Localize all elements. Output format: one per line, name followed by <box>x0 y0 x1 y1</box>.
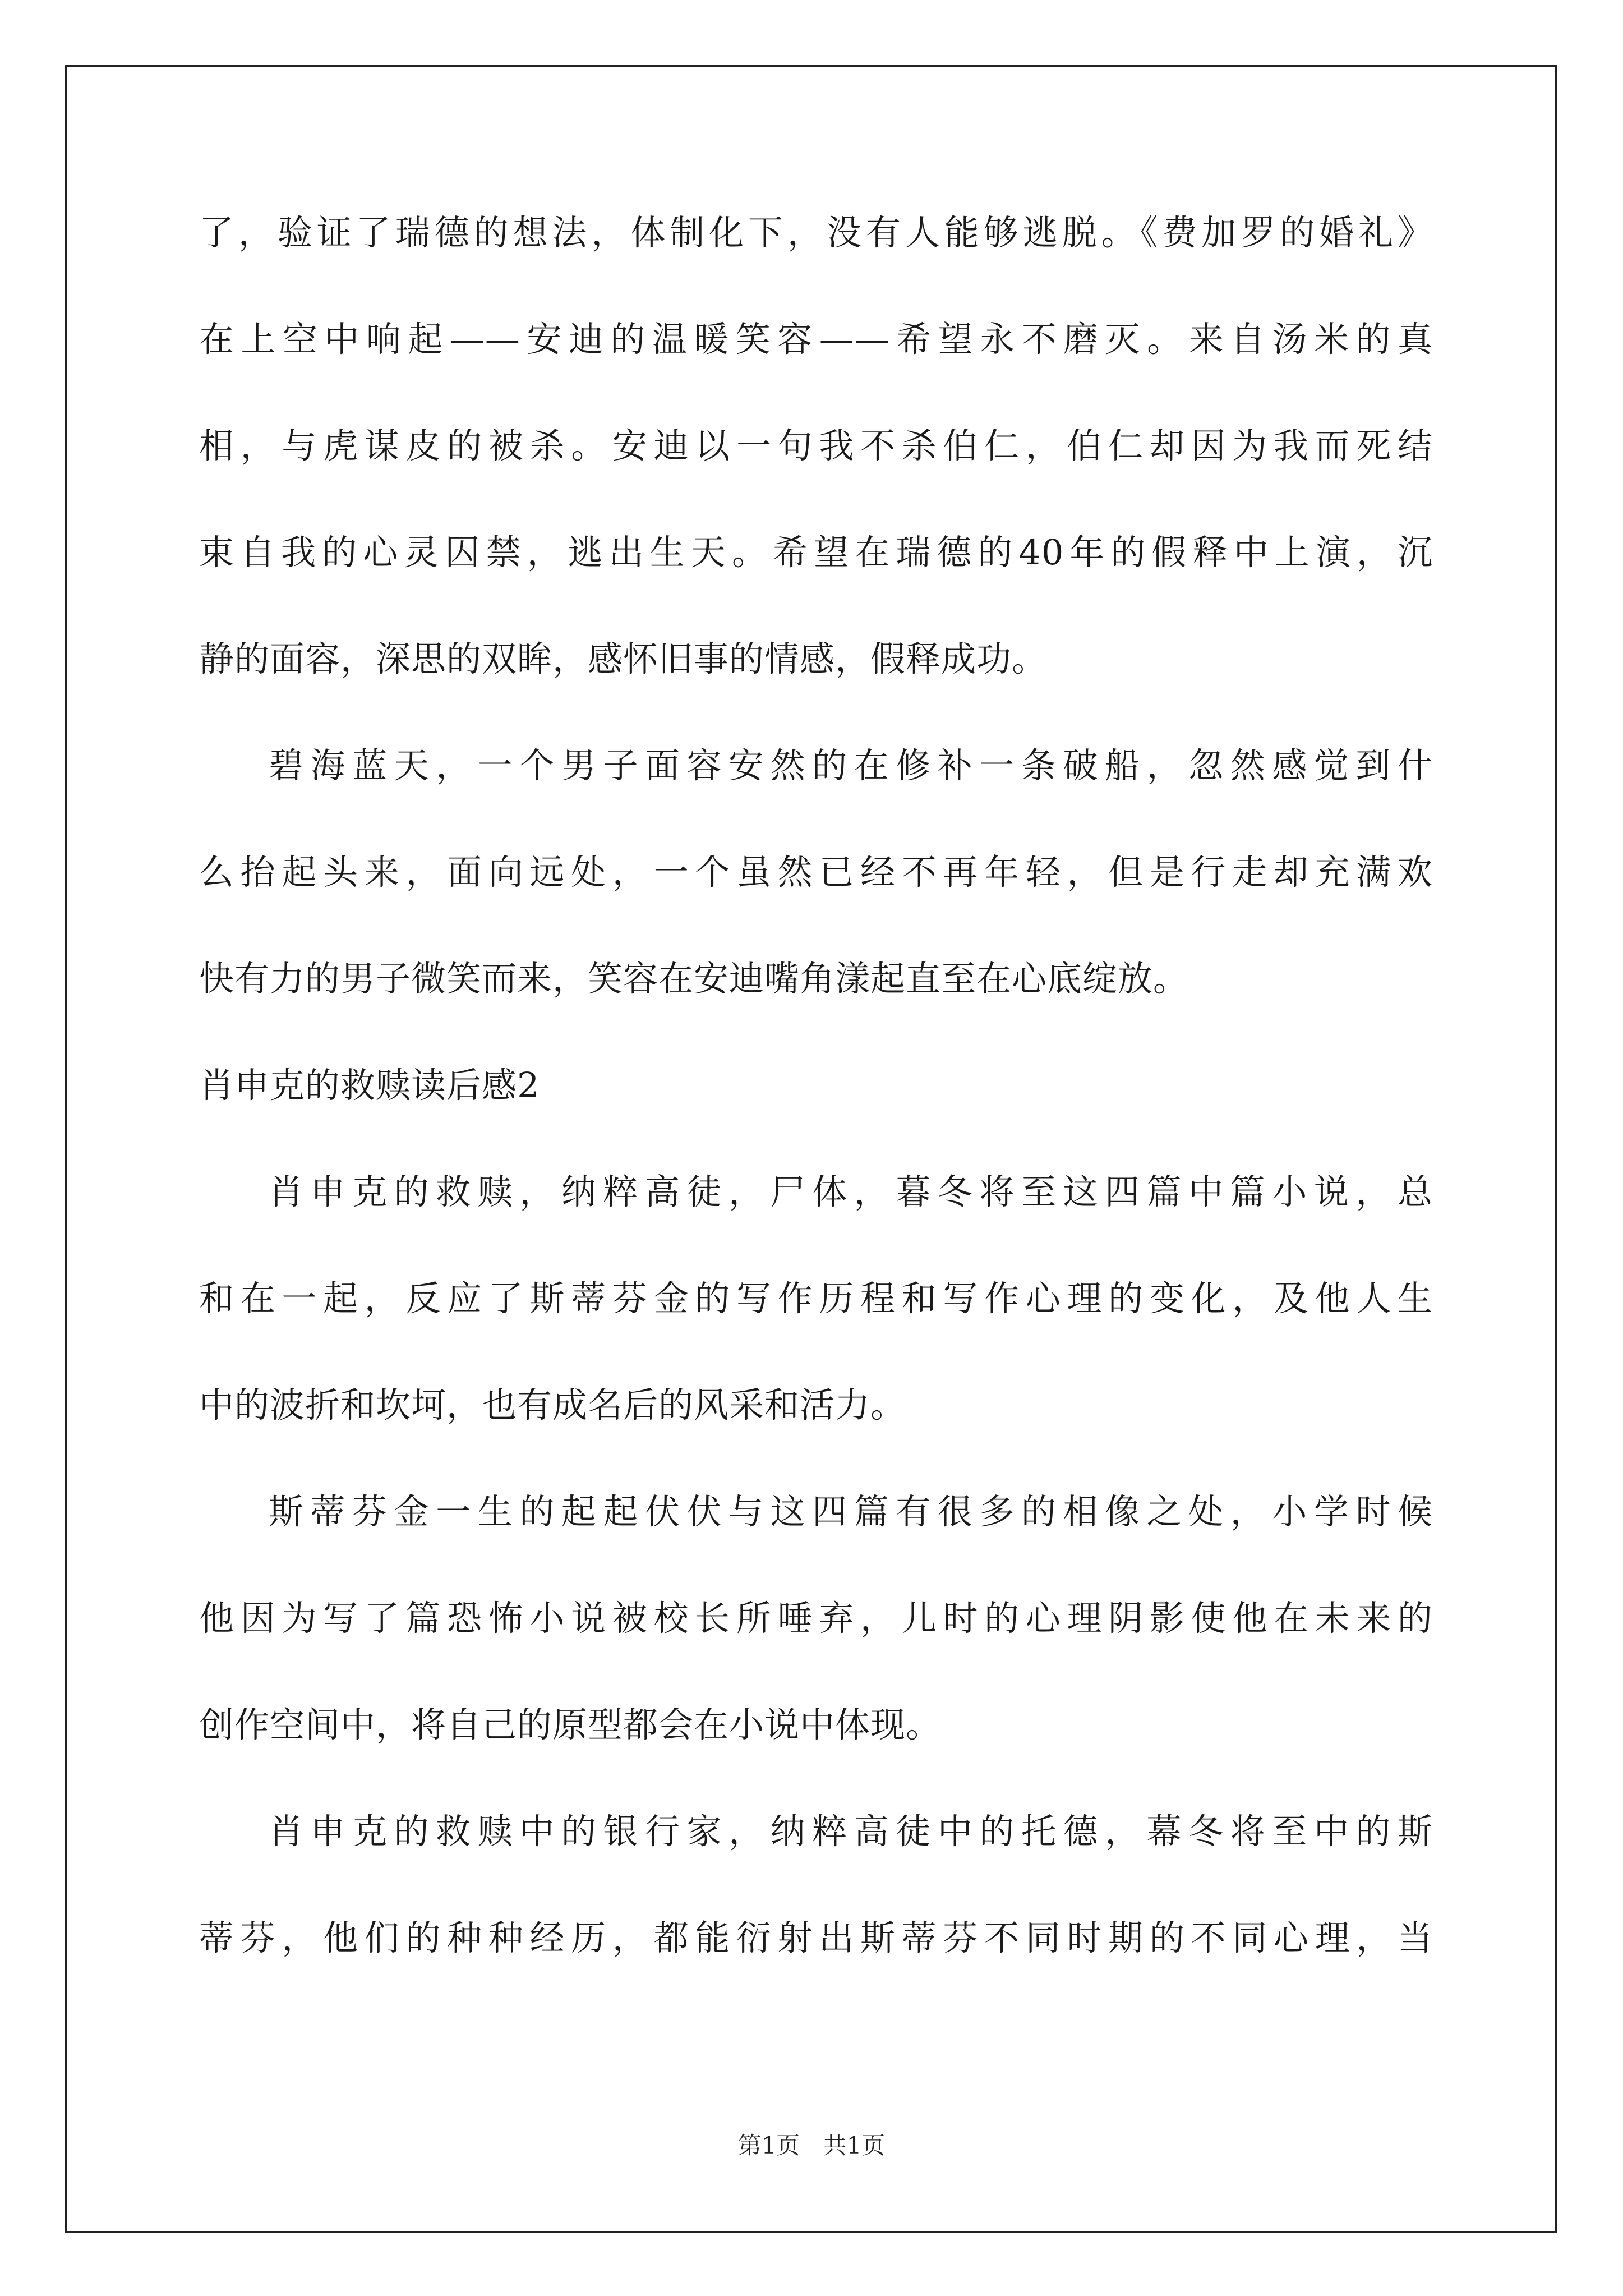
text-line: 他因为写了篇恐怖小说被校长所唾弃，儿时的心理阴影使他在未来的 <box>199 1599 1433 1638</box>
page-number: 第1页 <box>737 2132 800 2159</box>
document-body <box>199 213 1433 2025</box>
text-line: 肖申克的救赎中的银行家，纳粹高徒中的托德，幕冬将至中的斯 <box>269 1812 1433 1851</box>
text-line: 快有力的男子微笑而来，笑容在安迪嘴角漾起直至在心底绽放。 <box>199 958 1189 999</box>
text-line: 斯蒂芬金一生的起起伏伏与这四篇有很多的相像之处，小学时候 <box>269 1492 1433 1531</box>
text-line: 肖申克的救赎，纳粹高徒，尸体，暮冬将至这四篇中篇小说，总 <box>269 1172 1433 1212</box>
section-heading: 肖申克的救赎读后感2 <box>199 1065 540 1106</box>
text-line: 么抬起头来，面向远处，一个虽然已经不再年轻，但是行走却充满欢 <box>199 853 1433 892</box>
page-total: 共1页 <box>823 2132 886 2159</box>
text-line: 蒂芬，他们的种种经历，都能衍射出斯蒂芬不同时期的不同心理，当 <box>199 1918 1433 1958</box>
text-line: 束自我的心灵囚禁，逃出生天。希望在瑞德的40年的假释中上演，沉 <box>199 533 1433 572</box>
text-line: 了，验证了瑞德的想法，体制化下，没有人能够逃脱。《费加罗的婚礼》 <box>199 213 1433 252</box>
text-line: 相，与虎谋皮的被杀。安迪以一句我不杀伯仁，伯仁却因为我而死结 <box>199 426 1433 466</box>
text-line: 在上空中响起——安迪的温暖笑容——希望永不磨灭。来自汤米的真 <box>199 320 1433 359</box>
text-line: 创作空间中，将自己的原型都会在小说中体现。 <box>199 1704 942 1745</box>
text-line: 和在一起，反应了斯蒂芬金的写作历程和写作心理的变化，及他人生 <box>199 1279 1433 1318</box>
page-footer <box>0 2132 1623 2160</box>
text-line: 中的波折和坎坷，也有成名后的风采和活力。 <box>199 1384 906 1425</box>
text-line: 静的面容，深思的双眸，感怀旧事的情感，假释成功。 <box>199 638 1048 679</box>
text-line: 碧海蓝天，一个男子面容安然的在修补一条破船，忽然感觉到什 <box>269 746 1433 785</box>
